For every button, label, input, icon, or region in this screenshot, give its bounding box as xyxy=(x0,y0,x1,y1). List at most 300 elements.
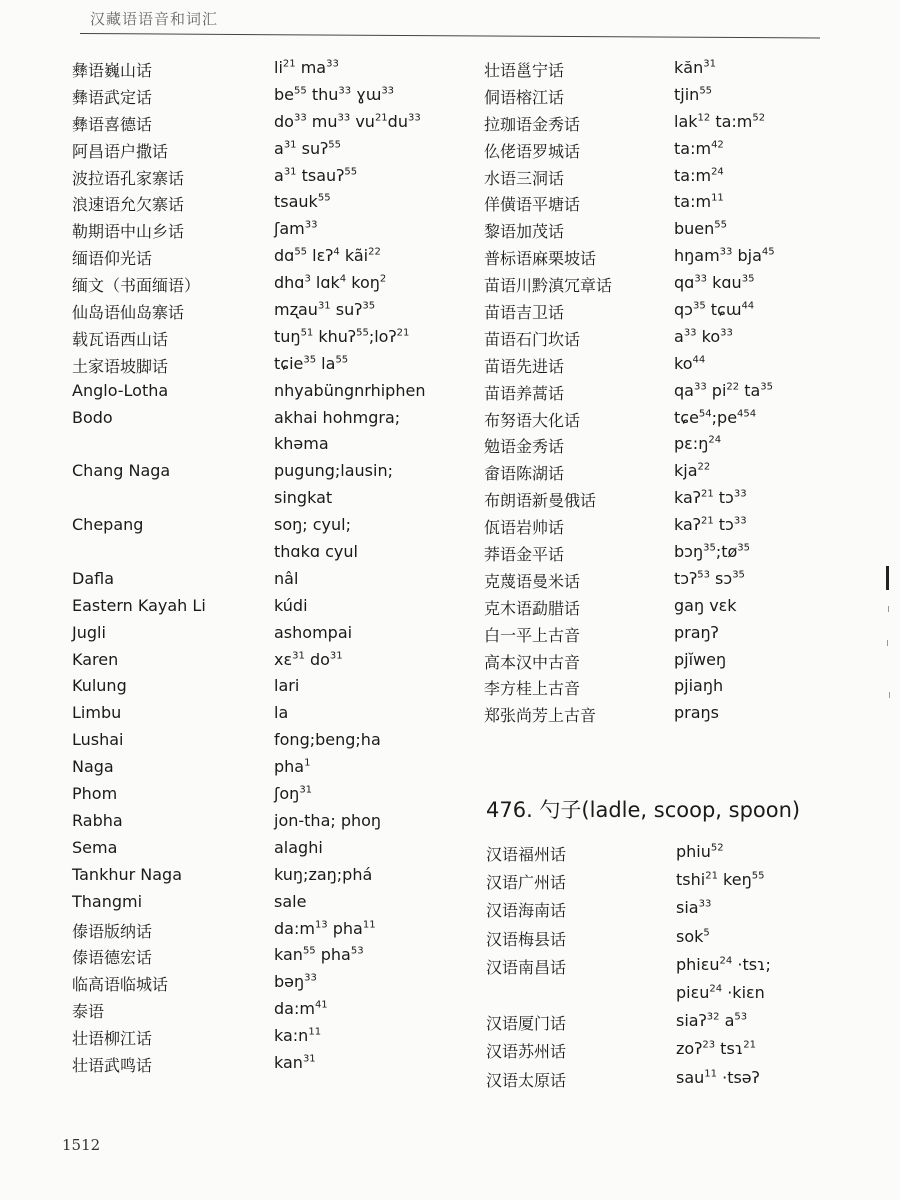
word-form xyxy=(676,927,710,946)
language-label: 汉语海南话 xyxy=(486,901,567,921)
form-segment: lari xyxy=(274,676,300,696)
form-segment: suʔ xyxy=(330,300,363,320)
lexicon-entry xyxy=(484,623,884,650)
lexicon-entry xyxy=(72,246,472,273)
word-form xyxy=(274,434,329,453)
lexicon-entry xyxy=(72,488,472,515)
tone-number: 33 xyxy=(720,327,733,339)
form-segment: pha xyxy=(327,918,363,938)
word-form xyxy=(674,542,750,561)
form-segment: ma xyxy=(295,58,327,77)
form-segment: bɔŋ xyxy=(674,542,704,562)
language-label: Chepang xyxy=(72,515,144,535)
tone-number: 21 xyxy=(700,515,714,527)
tone-number: 33 xyxy=(719,246,733,258)
language-label: 仫佬语罗城话 xyxy=(484,141,581,161)
tone-number: 44 xyxy=(741,300,755,312)
tone-number: 35 xyxy=(362,300,376,312)
lexicon-entry xyxy=(72,139,472,166)
language-label: 佤语岩帅话 xyxy=(484,518,565,538)
language-label: 仙岛语仙岛寨话 xyxy=(72,303,185,323)
form-segment: kãi xyxy=(339,246,369,266)
tone-number: 454 xyxy=(737,408,757,420)
language-label: 傣语德宏话 xyxy=(72,948,153,968)
lexicon-entry xyxy=(72,408,472,435)
language-label: 汉语太原话 xyxy=(486,1070,567,1090)
tone-number: 21 xyxy=(396,327,410,339)
form-segment: nâl xyxy=(274,568,299,588)
form-segment: kɑu xyxy=(707,273,742,293)
tone-number: 55 xyxy=(302,946,316,958)
page-number: 1512 xyxy=(62,1136,101,1154)
form-segment: dɑ xyxy=(274,246,295,266)
tone-number: 33 xyxy=(698,899,712,911)
lexicon-entry xyxy=(72,219,472,246)
tone-number: 53 xyxy=(697,569,710,581)
lexicon-entry xyxy=(72,166,472,193)
form-segment: zoʔ xyxy=(676,1039,703,1059)
left-column xyxy=(72,58,472,1080)
lexicon-entry xyxy=(484,139,884,166)
word-form xyxy=(274,192,331,211)
lexicon-entry xyxy=(484,434,884,461)
language-label: 拉珈语金秀话 xyxy=(484,114,581,134)
tone-number: 1 xyxy=(304,757,311,769)
lexicon-entry xyxy=(72,730,472,757)
language-label: Karen xyxy=(72,649,119,669)
form-segment: a xyxy=(719,1011,735,1031)
form-segment: ʃoŋ xyxy=(274,784,300,804)
language-label: 苗语先进话 xyxy=(484,356,565,376)
language-label: 汉语梅县话 xyxy=(486,929,567,949)
word-form xyxy=(674,623,719,642)
form-segment: qɑ xyxy=(674,273,695,293)
tone-number: 31 xyxy=(292,650,305,662)
form-segment: gaŋ vɛk xyxy=(674,595,737,615)
language-label: 苗语川黔滇冗章话 xyxy=(484,276,613,296)
lexicon-entry xyxy=(72,999,472,1026)
lexicon-entry xyxy=(484,515,884,542)
word-form xyxy=(274,784,312,803)
form-segment: buen xyxy=(674,219,715,239)
form-segment: jon-tha; phoŋ xyxy=(274,810,382,830)
tone-number: 33 xyxy=(381,85,395,97)
tone-number: 21 xyxy=(700,488,714,500)
form-segment: kaʔ xyxy=(674,515,701,535)
form-segment: vu xyxy=(350,111,375,131)
form-segment: mʐau xyxy=(274,300,318,320)
form-segment: do xyxy=(304,649,330,669)
word-form xyxy=(676,955,771,974)
tone-number: 33 xyxy=(693,381,707,393)
tone-number: 32 xyxy=(706,1011,720,1023)
word-form xyxy=(274,999,328,1018)
form-segment: phiɛu xyxy=(676,954,720,974)
word-form xyxy=(674,273,754,292)
language-label: Limbu xyxy=(72,703,122,723)
language-label: 苗语石门坎话 xyxy=(484,329,581,349)
language-label: Naga xyxy=(72,757,114,777)
language-label: 李方桂上古音 xyxy=(484,679,581,699)
tone-number: 5 xyxy=(703,927,710,939)
lexicon-entry xyxy=(486,870,886,898)
tone-number: 4 xyxy=(333,246,340,258)
word-form xyxy=(274,408,400,427)
language-label: 勒期语中山乡话 xyxy=(72,222,185,242)
language-label: Jugli xyxy=(72,622,106,642)
form-segment: koŋ xyxy=(346,273,380,293)
form-segment: bja xyxy=(732,246,762,266)
language-label: 白一平上古音 xyxy=(484,625,581,645)
word-form xyxy=(274,865,372,884)
tone-number: 41 xyxy=(314,999,328,1011)
form-segment: ·kiɛn xyxy=(722,982,765,1002)
language-label: 水语三洞话 xyxy=(484,168,565,188)
form-segment: hŋam xyxy=(674,246,720,266)
tone-number: 35 xyxy=(703,542,716,554)
language-label: 勉语金秀话 xyxy=(484,437,565,457)
tone-number: 55 xyxy=(714,220,728,232)
language-label: 彝语巍山话 xyxy=(72,61,153,80)
lexicon-entry xyxy=(484,219,884,246)
tone-number: 55 xyxy=(328,139,342,151)
form-segment: ʃam xyxy=(274,219,305,239)
tone-number: 31 xyxy=(703,58,716,70)
word-form xyxy=(674,434,721,453)
language-label: 泰语 xyxy=(72,1002,105,1022)
tone-number: 33 xyxy=(694,273,708,285)
lexicon-entry xyxy=(484,381,884,408)
tone-number: 55 xyxy=(294,85,307,97)
lexicon-entry xyxy=(72,461,472,488)
tone-number: 44 xyxy=(692,354,706,366)
tone-number: 33 xyxy=(326,58,339,70)
tone-number: 31 xyxy=(283,166,297,178)
language-label: 黎语加茂话 xyxy=(484,222,565,242)
lexicon-entry xyxy=(486,983,886,1011)
word-form xyxy=(274,838,323,857)
word-form xyxy=(274,623,352,642)
word-form xyxy=(274,219,318,238)
margin-dot xyxy=(889,692,890,698)
lexicon-entry xyxy=(72,58,472,85)
tone-number: 24 xyxy=(709,983,723,995)
margin-dot xyxy=(887,640,888,646)
section-heading: 476. 勺子(ladle, scoop, spoon) xyxy=(486,798,801,822)
lexicon-entry xyxy=(484,569,884,596)
word-form xyxy=(674,139,724,158)
form-segment: lɑk xyxy=(310,273,340,293)
language-label: 彝语武定话 xyxy=(72,87,153,107)
margin-mark xyxy=(886,566,889,590)
tone-number: 55 xyxy=(344,166,358,178)
language-label: 彝语喜德话 xyxy=(72,114,153,134)
word-form xyxy=(674,569,745,588)
word-form xyxy=(674,192,724,211)
language-label: 波拉语孔家寨话 xyxy=(72,168,185,188)
form-segment: sale xyxy=(274,891,307,911)
form-segment: ·tsɿ; xyxy=(732,954,771,974)
language-label: Dafla xyxy=(72,568,115,588)
word-form xyxy=(274,542,358,561)
lexicon-entry xyxy=(72,865,472,892)
form-segment: sok xyxy=(676,926,704,946)
word-form xyxy=(274,381,425,400)
language-label: Anglo-Lotha xyxy=(72,380,169,400)
form-segment: fong;beng;ha xyxy=(274,730,381,750)
lexicon-entry xyxy=(72,945,472,972)
form-segment: tsauk xyxy=(274,192,318,212)
form-segment: tɔ xyxy=(713,488,734,508)
word-form xyxy=(674,58,716,77)
lexicon-entry xyxy=(486,1039,886,1067)
word-form xyxy=(274,246,381,265)
lexicon-entry xyxy=(72,273,472,300)
form-segment: tsɿ xyxy=(715,1039,744,1059)
tone-number: 33 xyxy=(407,112,421,124)
language-label: Sema xyxy=(72,837,118,857)
language-label: 畲语陈湖话 xyxy=(484,464,565,484)
language-label: 汉语南昌话 xyxy=(486,957,567,977)
form-segment: lɛʔ xyxy=(307,246,334,266)
language-label: 克蔑语曼米话 xyxy=(484,571,581,591)
word-form xyxy=(274,945,364,964)
form-segment: kja xyxy=(674,461,698,481)
form-segment: ko xyxy=(696,326,721,346)
form-segment: thɑkɑ cyul xyxy=(274,542,358,562)
tone-number: 42 xyxy=(711,139,724,151)
lexicon-entry xyxy=(72,703,472,730)
tone-number: 31 xyxy=(299,784,313,796)
tone-number: 24 xyxy=(708,435,722,447)
tone-number: 52 xyxy=(752,112,766,124)
tone-number: 22 xyxy=(368,246,381,258)
tone-number: 54 xyxy=(698,408,712,420)
word-form xyxy=(274,85,394,104)
lexicon-entry xyxy=(72,515,472,542)
tone-number: 31 xyxy=(283,139,297,151)
form-segment: pugung;lausin; xyxy=(274,461,393,481)
form-segment: alaghi xyxy=(274,837,323,857)
form-segment: sau xyxy=(676,1067,705,1087)
form-segment: pha xyxy=(315,945,351,965)
language-label: 临高语临城话 xyxy=(72,975,169,995)
word-form xyxy=(274,730,381,749)
word-form xyxy=(274,892,306,911)
form-segment: praŋʔ xyxy=(674,622,719,642)
language-label: 载瓦语西山话 xyxy=(72,329,169,349)
word-form xyxy=(274,58,339,77)
form-segment: tɕe xyxy=(674,407,699,427)
lexicon-entry xyxy=(484,676,884,703)
form-segment: da:m xyxy=(274,918,315,938)
lexicon-entry xyxy=(484,650,884,677)
form-segment: praŋs xyxy=(674,703,720,723)
tone-number: 2 xyxy=(379,273,387,285)
lexicon-entry xyxy=(484,58,884,85)
form-segment: kúdi xyxy=(274,595,308,615)
language-label: 汉语福州话 xyxy=(486,845,567,864)
form-segment: ;tø xyxy=(715,542,738,562)
form-segment: tɔʔ xyxy=(674,568,698,588)
form-segment: tjin xyxy=(674,84,700,104)
form-segment: tɕɯ xyxy=(705,300,742,320)
form-segment: la xyxy=(316,353,336,373)
language-label: 苗语养蒿话 xyxy=(484,383,565,403)
word-form xyxy=(676,1068,760,1087)
form-segment: ko xyxy=(674,353,693,373)
lexicon-entry xyxy=(72,1053,472,1080)
tone-number: 24 xyxy=(719,955,733,967)
word-form xyxy=(274,972,317,991)
language-label: 侗语榕江话 xyxy=(484,87,565,107)
tone-number: 55 xyxy=(356,327,369,339)
lexicon-entry xyxy=(72,434,472,461)
form-segment: kaʔ xyxy=(674,488,701,508)
language-label: 壮语柳江话 xyxy=(72,1029,153,1049)
word-form xyxy=(674,650,726,669)
language-label: 傣语版纳话 xyxy=(72,921,153,941)
word-form xyxy=(674,166,724,185)
lexicon-entry xyxy=(484,192,884,219)
form-segment: khəma xyxy=(274,434,329,454)
word-form xyxy=(274,354,348,373)
lexicon-entry xyxy=(484,327,884,354)
word-form xyxy=(274,676,299,695)
tone-number: 35 xyxy=(760,381,774,393)
form-segment: nhyabüngnrhiphen xyxy=(274,380,426,400)
form-segment: piɛu xyxy=(676,982,710,1002)
language-label: 莽语金平话 xyxy=(484,545,565,565)
tone-number: 21 xyxy=(743,1039,757,1051)
word-form xyxy=(274,569,298,588)
tone-number: 33 xyxy=(733,488,747,500)
tone-number: 52 xyxy=(710,842,724,854)
form-segment: du xyxy=(387,111,408,131)
form-segment: mu xyxy=(306,111,338,131)
margin-dot xyxy=(888,606,889,612)
tone-number: 51 xyxy=(300,327,314,339)
tone-number: 55 xyxy=(699,85,713,97)
lexicon-entry xyxy=(72,811,472,838)
tone-number: 45 xyxy=(761,246,775,258)
tone-number: 33 xyxy=(683,327,697,339)
language-label: 布努语大化话 xyxy=(484,410,581,430)
word-form xyxy=(674,703,719,722)
word-form xyxy=(274,919,376,938)
tone-number: 55 xyxy=(335,354,349,366)
form-segment: a xyxy=(274,138,284,158)
lexicon-entry xyxy=(72,1026,472,1053)
form-segment: tsauʔ xyxy=(296,165,345,185)
tone-number: 21 xyxy=(705,870,718,882)
lexicon-entry xyxy=(484,85,884,112)
tone-number: 53 xyxy=(350,946,364,958)
lexicon-entry xyxy=(72,596,472,623)
tone-number: 11 xyxy=(704,1068,718,1080)
form-segment: be xyxy=(274,84,294,104)
lexicon-entry xyxy=(72,542,472,569)
language-label: 佯僙语平塘话 xyxy=(484,195,581,215)
tone-number: 21 xyxy=(374,112,388,124)
form-segment: ta:m xyxy=(674,138,712,158)
language-label: 土家语坡脚话 xyxy=(72,356,169,376)
tone-number: 21 xyxy=(282,58,296,70)
tone-number: 55 xyxy=(751,870,765,882)
form-segment: xɛ xyxy=(274,649,293,669)
language-label: Kulung xyxy=(72,676,127,696)
form-segment: suʔ xyxy=(296,138,329,158)
lexicon-entry xyxy=(484,408,884,435)
form-segment: pjĭweŋ xyxy=(674,649,727,669)
form-segment: phiu xyxy=(676,842,711,861)
lexicon-entry xyxy=(484,273,884,300)
form-segment: ;pe xyxy=(711,407,738,427)
tone-number: 31 xyxy=(317,300,331,312)
form-segment: qɔ xyxy=(674,300,693,320)
word-form xyxy=(674,85,712,104)
language-label: 汉语厦门话 xyxy=(486,1014,567,1034)
language-label: Thangmi xyxy=(72,891,143,911)
form-segment: tɕie xyxy=(274,353,304,373)
section-entries xyxy=(486,842,886,1096)
language-label: 布朗语新曼俄话 xyxy=(484,491,597,511)
lexicon-entry xyxy=(486,842,886,870)
tone-number: 3 xyxy=(304,273,311,285)
word-form xyxy=(274,703,288,722)
tone-number: 55 xyxy=(317,193,331,205)
language-label: Lushai xyxy=(72,730,124,750)
form-segment: la xyxy=(274,703,289,723)
form-segment: dhɑ xyxy=(274,273,305,293)
lexicon-entry xyxy=(484,542,884,569)
word-form xyxy=(674,488,747,507)
word-form xyxy=(274,488,332,507)
lexicon-entry xyxy=(72,838,472,865)
form-segment: keŋ xyxy=(717,870,752,890)
lexicon-entry xyxy=(72,569,472,596)
word-form xyxy=(274,461,393,480)
lexicon-entry xyxy=(72,112,472,139)
tone-number: 31 xyxy=(302,1053,316,1065)
lexicon-entry xyxy=(484,300,884,327)
language-label: 缅语仰光话 xyxy=(72,249,153,269)
tone-number: 11 xyxy=(308,1026,322,1038)
lexicon-entry xyxy=(484,112,884,139)
tone-number: 22 xyxy=(726,381,740,393)
lexicon-entry xyxy=(486,927,886,955)
word-form xyxy=(274,300,375,319)
word-form xyxy=(674,327,733,346)
tone-number: 35 xyxy=(692,300,706,312)
language-label: Rabha xyxy=(72,810,123,830)
word-form xyxy=(674,112,765,131)
lexicon-entry xyxy=(484,246,884,273)
tone-number: 33 xyxy=(338,85,352,97)
tone-number: 13 xyxy=(314,919,328,931)
tone-number: 35 xyxy=(732,569,745,581)
language-label: 汉语苏州话 xyxy=(486,1042,567,1062)
form-segment: bəŋ xyxy=(274,972,305,992)
form-segment: soŋ; cyul; xyxy=(274,515,351,535)
language-label: Tankhur Naga xyxy=(72,864,183,884)
form-segment: thu xyxy=(306,84,339,104)
form-segment: qa xyxy=(674,380,694,400)
word-form xyxy=(274,811,381,830)
language-label: 普标语麻栗坡话 xyxy=(484,249,597,269)
form-segment: ta:m xyxy=(674,192,712,212)
word-form xyxy=(274,1026,321,1045)
